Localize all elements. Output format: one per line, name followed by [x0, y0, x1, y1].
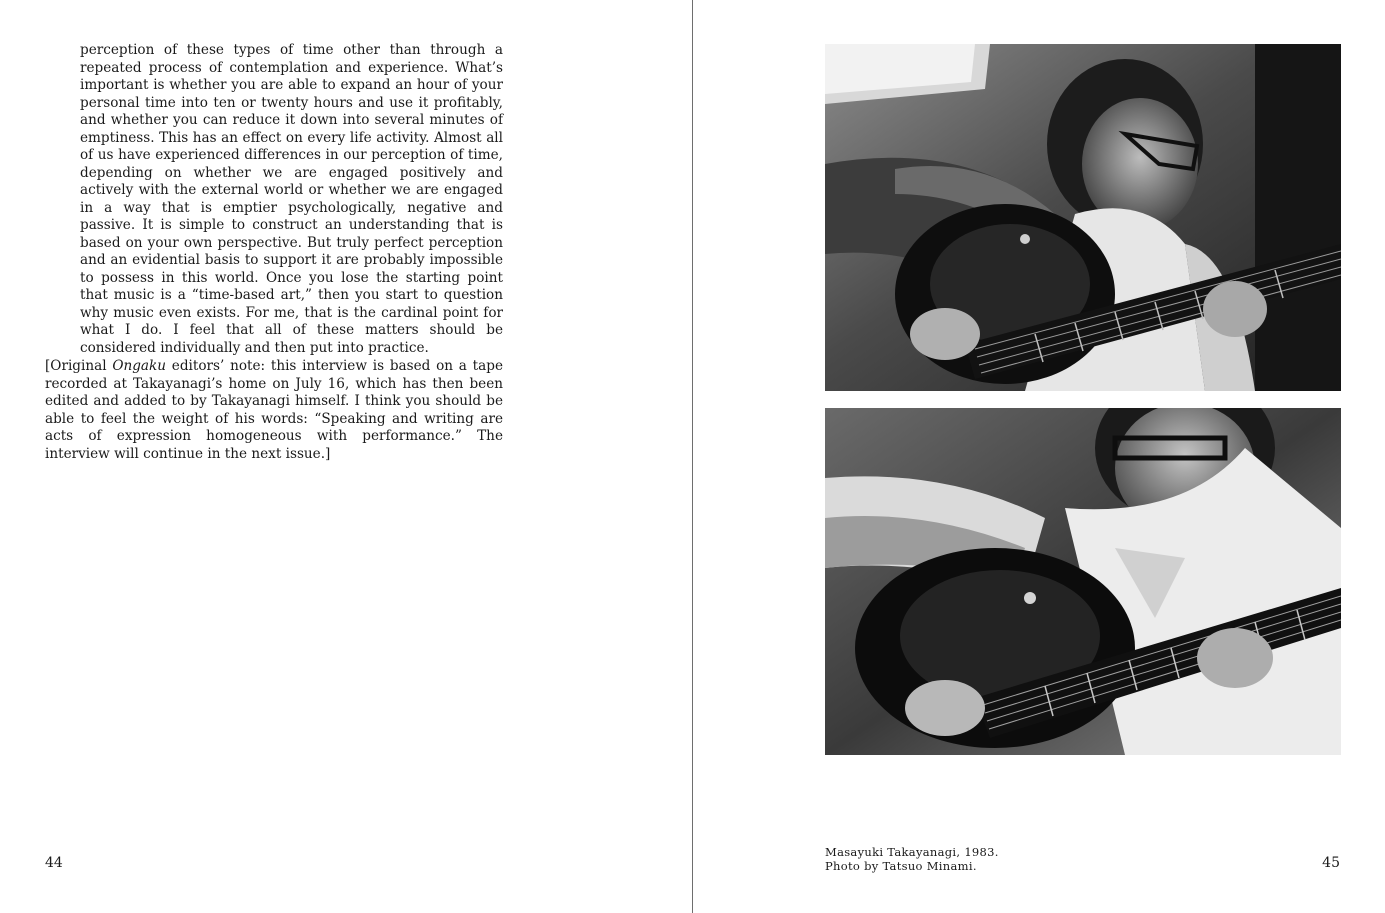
caption-subject: Masayuki Takayanagi, 1983.	[825, 845, 999, 859]
photo-guitarist-bottom-image	[825, 408, 1341, 755]
editor-note-magazine: Ongaku	[112, 358, 167, 374]
editor-note-body: editors’ note: this interview is based on a tape recorded at Takayanagi’s home on July 16, which has then been edited and added to by Takayanagi himself. I think you should be able to feel the weight of his words: “Speaking and writing are acts of expression homogeneous with performance.” The interview will continue in the next issue.]	[45, 358, 503, 462]
right-page	[693, 0, 1385, 913]
page-number-left: 44	[45, 855, 63, 871]
interview-quote-block	[80, 42, 503, 357]
interview-quote-text: perception of these types of time other than through a repeated process of contemplation and experience. What’s important is whether you are able to expand an hour of your personal time into ten or twenty hours and use it profitably, and whether you can reduce it down into several minutes of emptiness. This has an effect on every life activity. Almost all of us have experienced differences in our perception of time, depending on whether we are engaged positively and actively with the external world or whether we are engaged in a way that is emptier psychologically, negative and passive. It is simple to construct an understanding that is based on your own perspective. But truly perfect perception and an evidential basis to support it are probably impossible to possess in this world. Once you lose the starting point that music is a “time-based art,” then you start to question why music even exists. For me, that is the cardinal point for what I do. I feel that all of these matters should be considered individually and then put into practice.	[80, 42, 503, 356]
editor-note-prefix: [Original	[45, 358, 113, 374]
caption-credit: Photo by Tatsuo Minami.	[825, 858, 977, 873]
photo-caption	[825, 846, 999, 873]
page-number-right: 45	[1322, 855, 1340, 871]
editor-note	[45, 358, 503, 463]
photo-guitarist-top-image	[825, 44, 1341, 391]
photo-guitarist-top	[825, 44, 1341, 391]
photo-guitarist-bottom	[825, 408, 1341, 755]
left-page	[0, 0, 692, 913]
